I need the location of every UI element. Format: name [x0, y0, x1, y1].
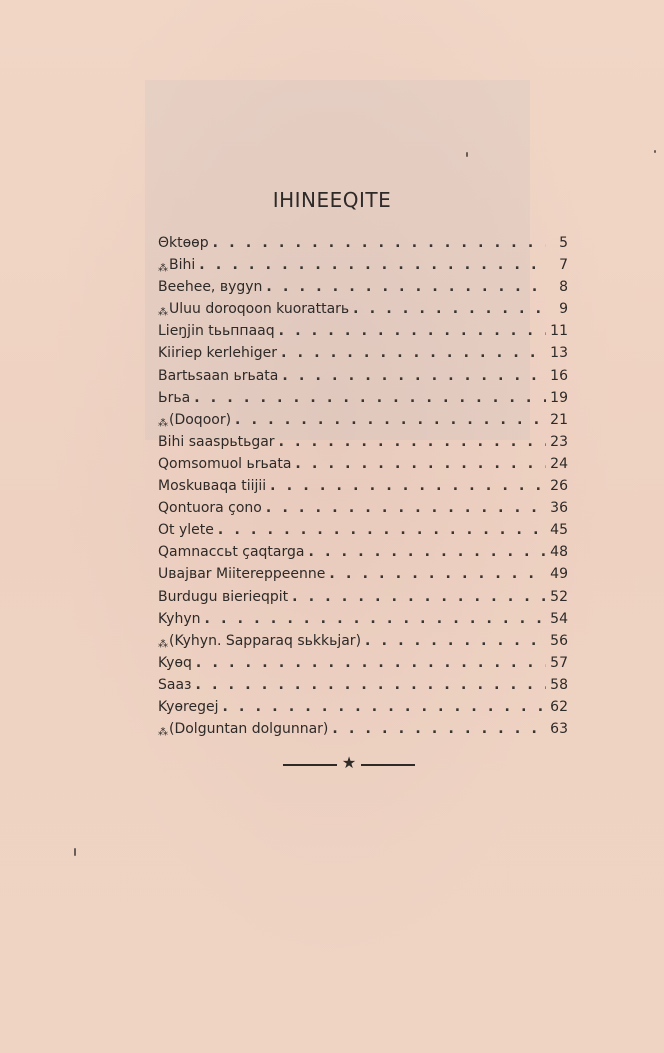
toc-entry-title: [158, 342, 277, 364]
dot-leader: [365, 630, 546, 652]
toc-entry-page-number: 57: [550, 654, 568, 671]
toc-entry-text: Burdugu вierieqpit: [158, 588, 289, 605]
toc-entry: [158, 232, 568, 254]
toc-entry-page-number: 19: [550, 389, 568, 406]
toc-entry: [158, 320, 568, 342]
dot-leader: [213, 232, 546, 254]
toc-entry-page-number: 36: [550, 500, 568, 517]
toc-entry: [158, 453, 568, 475]
toc-entry-title: [158, 608, 200, 630]
page-title: IHINEEQITE: [272, 188, 392, 212]
dot-leader: [282, 365, 546, 387]
toc-entry: [158, 365, 568, 387]
toc-entry-text: Kyhyn: [158, 610, 201, 627]
star-icon: ★: [341, 753, 357, 772]
toc-entry-text: Qontuora çono: [158, 500, 262, 517]
toc-entry: [158, 563, 568, 585]
toc-entry-text: (Kyhyn. Sapparaq sьkkьjar): [169, 632, 362, 649]
toc-entry: [158, 541, 568, 563]
dot-leader: [266, 276, 546, 298]
dot-leader: [279, 320, 546, 342]
toc-entry-page-number: 8: [559, 279, 568, 296]
dot-leader: [235, 409, 546, 431]
dot-leader: [308, 541, 546, 563]
toc-entry-page-number: 13: [550, 345, 568, 362]
asterism-mark: ⁂: [158, 638, 167, 650]
toc-entry: [158, 475, 568, 497]
toc-entry-page-number: 63: [550, 721, 568, 738]
toc-entry-text: Qomsomuol ьrьata: [158, 455, 292, 472]
paper-speck: [74, 848, 76, 856]
dot-leader: [199, 254, 546, 276]
toc-entry-page-number: 21: [550, 411, 568, 428]
toc-entry: [158, 387, 568, 409]
dot-leader: [222, 696, 546, 718]
toc-entry-page-number: 54: [550, 610, 568, 627]
toc-entry: [158, 586, 568, 608]
toc-entry-title: [158, 276, 262, 298]
toc-entry-text: Beehee, вуgyn: [158, 279, 263, 296]
toc-entry-text: Bihi: [169, 257, 196, 274]
toc-entry-title: [158, 320, 275, 342]
toc-entry: [158, 608, 568, 630]
toc-entry: [158, 718, 568, 740]
toc-entry: [158, 431, 568, 453]
toc-entry-page-number: 26: [550, 478, 568, 495]
toc-entry-text: Bihi saasрьtьgar: [158, 433, 275, 450]
toc-entry-text: (Doqoor): [169, 411, 232, 428]
toc-entry-page-number: 11: [550, 323, 568, 340]
toc-entry-title: [158, 563, 325, 585]
toc-entry-text: Bartьsaan ьrьata: [158, 367, 279, 384]
dot-leader: [204, 608, 546, 630]
asterism-mark: ⁂: [158, 307, 167, 319]
toc-entry-text: Lieŋjin tььппааq: [158, 323, 275, 340]
toc-entry-title: [158, 674, 192, 696]
toc-entry-title: [158, 387, 190, 409]
toc-entry-page-number: 56: [550, 632, 568, 649]
toc-entry-page-number: 9: [559, 301, 568, 318]
dot-leader: [218, 519, 546, 541]
toc-entry-title: [158, 519, 214, 541]
toc-entry: [158, 519, 568, 541]
dot-leader: [292, 586, 546, 608]
asterism-mark: ⁂: [158, 417, 167, 429]
toc-entry: [158, 652, 568, 674]
paper-speck: [654, 150, 656, 153]
toc-entry-text: (Dolguntan dolgunnar): [169, 721, 329, 738]
toc-entry: [158, 276, 568, 298]
toc-entry-page-number: 24: [550, 455, 568, 472]
toc-entry: [158, 497, 568, 519]
ornament-line-right: [361, 764, 415, 766]
toc-entry-text: Θktөөр: [158, 235, 209, 251]
toc-entry-text: Ot ylete: [158, 522, 214, 539]
toc-entry-text: Kiiriep kerlehiger: [158, 345, 278, 362]
toc-entry-title: [158, 718, 328, 744]
toc-entry: [158, 254, 568, 276]
toc-entry-page-number: 45: [550, 522, 568, 539]
toc-entry: [158, 696, 568, 718]
toc-entry-page-number: 7: [559, 257, 568, 274]
dot-leader: [279, 431, 546, 453]
toc-entry-title: [158, 475, 266, 497]
toc-entry-text: Ьrьa: [158, 389, 191, 406]
toc-entry-page-number: 58: [550, 676, 568, 693]
toc-entry: [158, 630, 568, 652]
toc-entry-text: Uluu doroqoon kuorattarь: [169, 301, 350, 318]
dot-leader: [295, 453, 546, 475]
toc-entry-page-number: 52: [550, 588, 568, 605]
toc-entry-title: [158, 541, 304, 563]
dot-leader: [196, 652, 546, 674]
toc-entry-text: Saaз: [158, 676, 192, 693]
toc-entry-title: [158, 497, 262, 519]
toc-entry-text: Uвajвar Miitereppeenne: [158, 566, 326, 583]
toc-entry-title: [158, 232, 209, 254]
ornament-line-left: [283, 764, 337, 766]
toc-entry-title: [158, 431, 275, 453]
toc-entry-text: Kyөregej: [158, 698, 219, 715]
dot-leader: [194, 387, 546, 409]
toc-entry: [158, 409, 568, 431]
table-of-contents: [158, 232, 568, 740]
dot-leader: [266, 497, 546, 519]
dot-leader: [196, 674, 547, 696]
toc-entry-page-number: 49: [550, 566, 568, 583]
toc-entry-title: [158, 365, 278, 387]
end-ornament: [283, 753, 415, 774]
toc-entry-page-number: 5: [559, 235, 568, 251]
toc-entry: [158, 342, 568, 364]
toc-entry-text: Qamnaccьt çaqtarga: [158, 544, 305, 561]
dot-leader: [270, 475, 546, 497]
toc-entry-title: [158, 652, 192, 674]
toc-entry-title: [158, 453, 291, 475]
toc-entry-text: Kyөq: [158, 654, 192, 671]
toc-entry: [158, 674, 568, 696]
toc-entry-text: Moskuвaqa tiijii: [158, 478, 267, 495]
toc-entry-title: [158, 586, 288, 608]
paper-speck: [466, 152, 468, 157]
asterism-mark: ⁂: [158, 727, 167, 739]
dot-leader: [281, 342, 546, 364]
dot-leader: [353, 298, 546, 320]
toc-entry-title: [158, 696, 218, 718]
toc-entry-page-number: 16: [550, 367, 568, 384]
dot-leader: [332, 718, 546, 740]
dot-leader: [329, 563, 546, 585]
toc-entry-page-number: 48: [550, 544, 568, 561]
toc-entry-page-number: 62: [550, 698, 568, 715]
toc-entry-page-number: 23: [550, 433, 568, 450]
toc-entry: [158, 298, 568, 320]
asterism-mark: ⁂: [158, 263, 167, 275]
